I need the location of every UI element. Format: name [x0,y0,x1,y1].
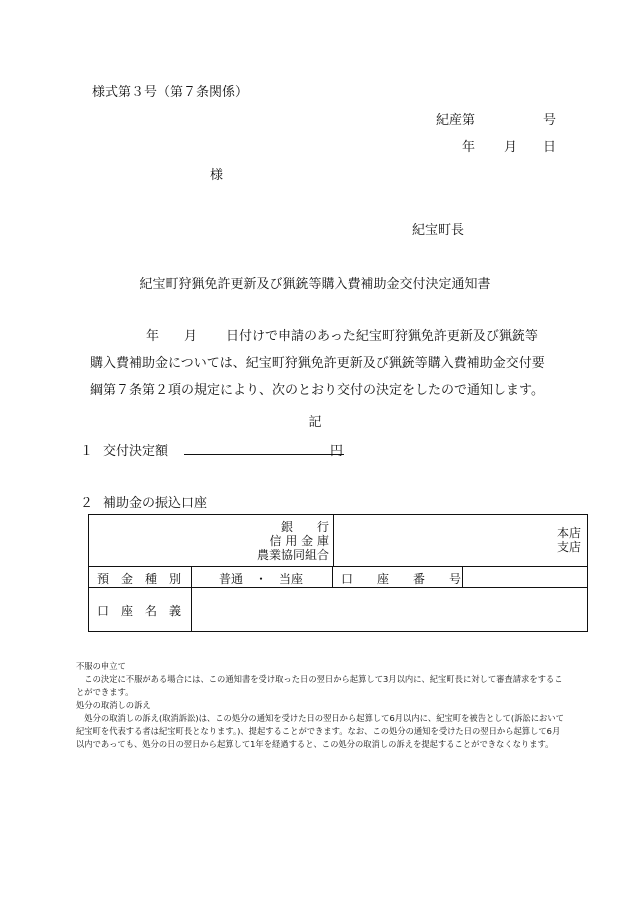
institution-type-agri-coop: 農業協同組合 [256,548,329,562]
document-number [436,109,556,128]
account-type-value[interactable]: 普通 ・ 当座 [219,572,304,586]
lawsuit-heading: 処分の取消しの訴え [76,700,151,710]
institution-type-bank: 銀 行 [280,520,329,534]
form-number: 様式第３号（第７条関係） [92,85,249,100]
account-number-label: 口 座 番 号 [341,572,462,586]
document-number-prefix: 紀産第 [436,113,476,128]
item1-label: 交付決定額 [103,444,169,459]
institution-type-list [257,520,329,562]
lawsuit-text: 処分の取消しの訴え(取消訴訟)は、この処分の通知を受けた日の翌日から起算して6月以内に、紀宝町を被告として(訴訟において紀宝町を代表する者は紀宝町長となります。)、提起することができます。なお、この処分の通知を受けた日の翌日から起算して6月以内であっても、処分の日の翌日から起算して1年を経過すると、この処分の取消しの訴えを提起することができなくなります。 [76,713,564,749]
branch-type-list [557,526,581,554]
account-number-field[interactable] [463,567,587,587]
date-year-label: 年 [462,140,476,155]
table-rule [332,566,333,587]
branch-type-head-office: 本店 [556,526,581,540]
body-text [90,323,560,404]
bank-account-table [88,514,588,632]
body-line-1: 日付けで申請のあった紀宝町狩猟免許更新及び猟銃等 [226,329,538,344]
item1-number: １ [80,444,94,459]
objection-heading: 不服の申立て [76,661,126,671]
body-date-row [90,323,560,350]
item1-unit: 円 [330,444,344,459]
item2-label: 補助金の振込口座 [103,496,208,511]
date-month-label: 月 [504,140,518,155]
account-holder-field[interactable] [192,588,587,632]
body-line-3: 綱第７条第２項の規定により、次のとおり交付の決定をしたので通知します。 [90,383,544,398]
document-number-suffix: 号 [542,113,556,128]
document-title: 紀宝町狩猟免許更新及び猟銃等購入費補助金交付決定通知書 [139,277,491,292]
account-type-label: 預 金 種 別 [97,572,182,586]
date-day-label: 日 [543,140,557,155]
objection-text: この決定に不服がある場合には、この通知書を受け取った日の翌日から起算して3月以内に、紀宝町長に対して審査請求をすることができます。 [76,674,563,697]
body-month-label: 月 [184,329,198,344]
table-rule [333,515,334,566]
institution-type-credit-union: 信 用 金 庫 [269,534,329,548]
body-year-label: 年 [146,329,160,344]
notes-section [76,660,566,751]
amount-underline[interactable] [184,438,344,455]
recipient-suffix: 様 [210,168,224,183]
item2-number: ２ [80,496,94,511]
ki-heading: 記 [308,415,322,430]
sender: 紀宝町長 [412,223,465,238]
branch-type-branch: 支店 [556,540,581,554]
account-holder-label: 口 座 名 義 [97,604,182,618]
body-line-2: 購入費補助金については、紀宝町狩猟免許更新及び猟銃等購入費補助金交付要 [90,356,545,371]
